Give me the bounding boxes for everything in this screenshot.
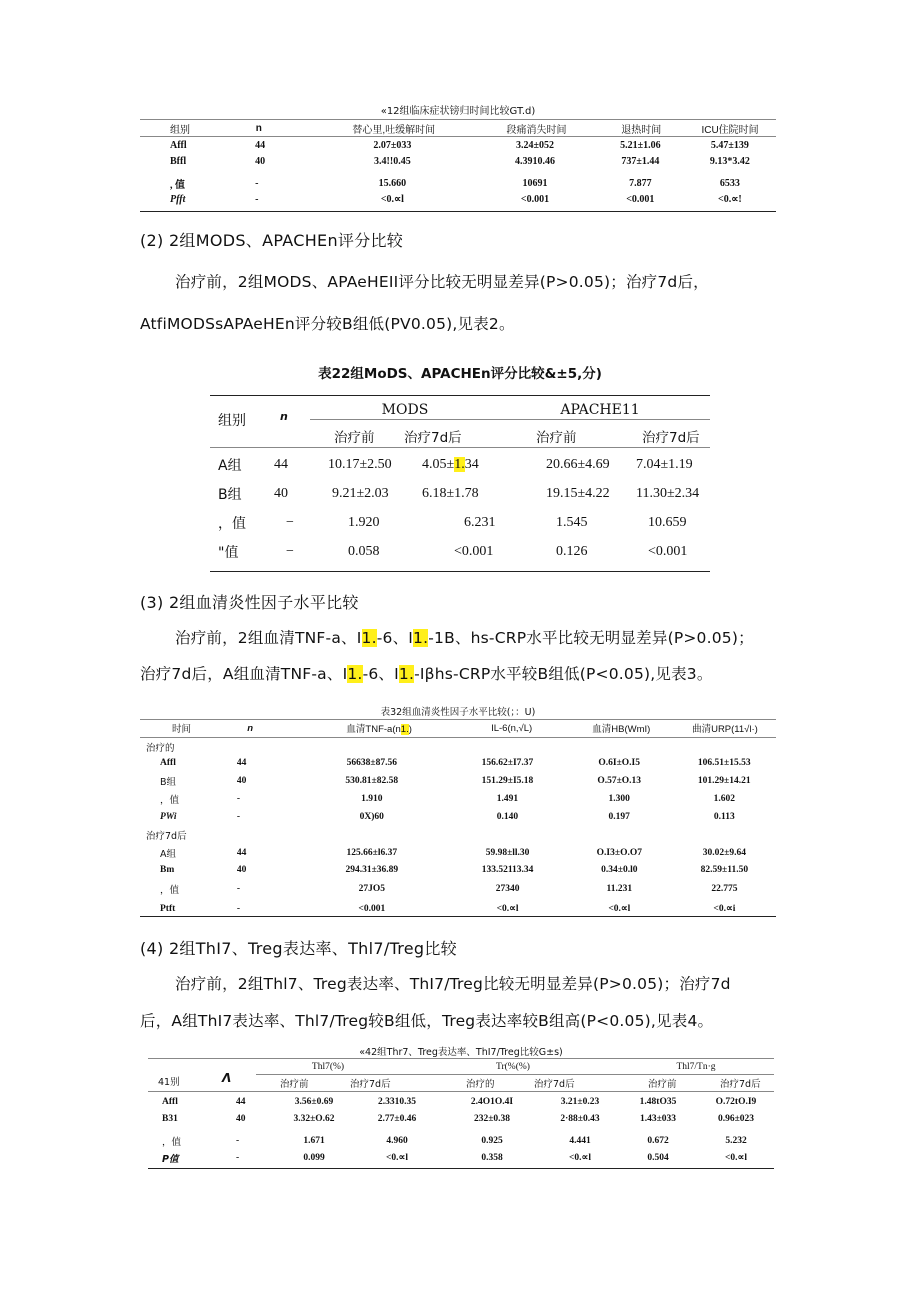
table-header-row	[140, 120, 776, 136]
table2-n-header: n	[280, 410, 288, 423]
table2-apache-header: APACHE11	[560, 402, 640, 418]
table-row: Affl 44 3.56±0.69 2.3310.35 2.4O1O.4I 3.21±0.23 1.48tO35 O.72tO.I9	[162, 1096, 757, 1107]
table-row: Affl 44 2.07±033 3.24±052 5.21±1.06 5.47±139	[170, 139, 749, 151]
table2	[210, 360, 710, 580]
col-header: 替心里,吐缓解时间	[352, 124, 436, 136]
col-header: IL-6(n,√L)	[491, 722, 533, 734]
table4-subheader: 治疗的	[466, 1079, 495, 1090]
highlight-mark: 1.	[347, 665, 363, 683]
table4-group2-header: Tr(%(%)	[496, 1062, 530, 1072]
section3-paragraph-line2: 治疗7d后，A组血清TNF-a、I1.-6、I1.-Iβhs-CRP水平较B组低(P<0.05),见表3。	[140, 665, 713, 683]
table-row: B组 40 530.81±82.58 151.29±I5.18 O.57±O.13 101.29±14.21	[160, 776, 751, 788]
table2-subheader: 治疗前	[536, 430, 577, 446]
table-header-row	[140, 720, 776, 736]
section4-paragraph-line1: 治疗前，2组Thl7、Treg表达率、ThI7/Treg比较无明显差异(P>0.05)；治疗7d	[175, 975, 731, 993]
table-row: ，值 − 1.920 6.231 1.545 10.659	[218, 514, 687, 532]
table2-subheader: 治疗7d后	[642, 430, 700, 446]
table4-subheader: 治疗前	[280, 1079, 309, 1090]
table2-subheader: 治疗7d后	[404, 430, 462, 446]
col-header: 血清HB(WmI)	[592, 724, 651, 735]
col-header: 段痛消失时间	[506, 124, 567, 136]
table-row: Pfft - <0.∝l <0.001 <0.001 <0.∝!	[170, 193, 742, 205]
table4-group3-header: Thl7/Tn·g	[676, 1062, 716, 1072]
highlight-mark: 1.	[398, 665, 415, 683]
highlight-mark: 1.	[361, 629, 377, 647]
table3-caption: 表32组血清炎性因子水平比较(；：U)	[380, 707, 536, 718]
table1-grid	[140, 120, 776, 136]
section2-paragraph-line1: 治疗前，2组MODS、APAeHEII评分比较无明显差异(P>0.05)；治疗7d后，	[175, 273, 709, 291]
table4-subheader: 治疗前	[648, 1079, 677, 1090]
table4-subheader: 治疗7d后	[350, 1079, 391, 1090]
highlight-mark: 1.	[454, 456, 465, 472]
section2-paragraph-line2: AtfiMODSsAPAeHEn评分较B组低(PV0.05),见表2。	[140, 315, 515, 333]
col-header: 组别	[170, 124, 190, 136]
table4-group1-header: Thl7(%)	[311, 1062, 345, 1072]
table-row: ，值 - 27JO5 27340 11.231 22.775	[160, 884, 738, 896]
col-header: n	[255, 122, 262, 134]
col-header: 退热时间	[621, 124, 662, 136]
highlight-mark: 1.	[400, 724, 409, 735]
table-row: Ptft - <0.001 <0.∝l <0.∝l <0.∝i	[160, 903, 736, 914]
table-row: Bffl 40 3.4!!0.45 4.3910.46 737±1.44 9.13*3.42	[170, 155, 750, 167]
table4-subheader: 治疗7d后	[720, 1079, 761, 1090]
col-header: n	[247, 722, 254, 734]
section3-paragraph-line1: 治疗前，2组血清TNF-a、I1.-6、I1.-1B、hs-CRP水平比较无明显差异(P>0.05)；	[175, 629, 754, 647]
table4-group-header: 41别	[158, 1077, 180, 1088]
table-row: , 值 - 15.660 10691 7.877 6533	[170, 177, 740, 191]
table-row: A组 44 125.66±l6.37 59.98±ll.30 O.I3±O.O7 30.02±9.64	[160, 847, 746, 860]
table-row: Affl 44 56638±87.56 156.62±I7.37 O.6I±O.I5 106.51±15.53	[160, 758, 751, 768]
highlight-mark: 1.	[413, 629, 429, 647]
table2-caption: 表22组MoDS、APACHEn评分比较&±5,分)	[318, 366, 602, 382]
table2-group-header: 组别	[218, 413, 246, 429]
table2-grid	[210, 450, 710, 566]
table4-caption: «42组Thr7、Treg表达率、ThI7/Treg比较G±s)	[359, 1047, 563, 1058]
table-row: B31 40 3.32±O.62 2.77±0.46 232±0.38 2·88±0.43 1.43±033 0.96±023	[162, 1113, 755, 1124]
table2-subheader: 治疗前	[334, 430, 375, 446]
section4-heading: (4) 2组ThI7、Treg表达率、Thl7/Treg比较	[140, 939, 457, 958]
table2-mods-header: MODS	[381, 402, 429, 418]
table3	[140, 704, 776, 919]
table1	[140, 100, 776, 215]
table3-section-after: 治疗7d后	[146, 831, 187, 842]
table4-n-header: Λ	[222, 1071, 232, 1085]
table-row: P值 - 0.099 <0.∝l 0.358 <0.∝l 0.504 <0.∝l	[162, 1152, 747, 1165]
table-row: B组 40 9.21±2.03 6.18±1.78 19.15±4.22 11.30±2.34	[218, 485, 700, 503]
section3-heading: (3) 2组血清炎性因子水平比较	[140, 593, 359, 612]
col-header: ICU住院时间	[701, 124, 759, 136]
table1-caption: «12组临床症状镑归时间比较GT.d)	[380, 106, 536, 117]
col-header: 曲清URP(11√l·)	[692, 724, 758, 735]
table3-section-before: 治疗的	[146, 743, 175, 754]
table4-subheader: 治疗7d后	[534, 1079, 575, 1090]
table-row: PWi - 0X)60 0.140 0.197 0.113	[160, 812, 735, 822]
table-row: ，值 - 1.910 1.491 1.300 1.602	[160, 794, 735, 806]
table-row: "值 − 0.058 <0.001 0.126 <0.001	[218, 543, 688, 561]
section4-paragraph-line2: 后，A组ThI7表达率、Thl7/Treg较B组低，Treg表达率较B组高(P<0.05),见表4。	[140, 1012, 714, 1030]
table-row: ，值 - 1.671 4.960 0.925 4.441 0.672 5.232	[162, 1136, 747, 1148]
col-header: 血清TNF-a(n1.)	[346, 724, 412, 735]
col-header: 时间	[172, 724, 192, 735]
table4	[148, 1044, 774, 1172]
section2-heading: (2) 2组MODS、APACHEn评分比较	[140, 231, 404, 250]
table-row: A组 44 10.17±2.50 4.05±1.34 20.66±4.69 7.04±1.19	[218, 456, 693, 474]
table-row: Bm 40 294.31±36.89 133.52113.34 0.34±0.l0 82.59±11.50	[160, 864, 749, 875]
